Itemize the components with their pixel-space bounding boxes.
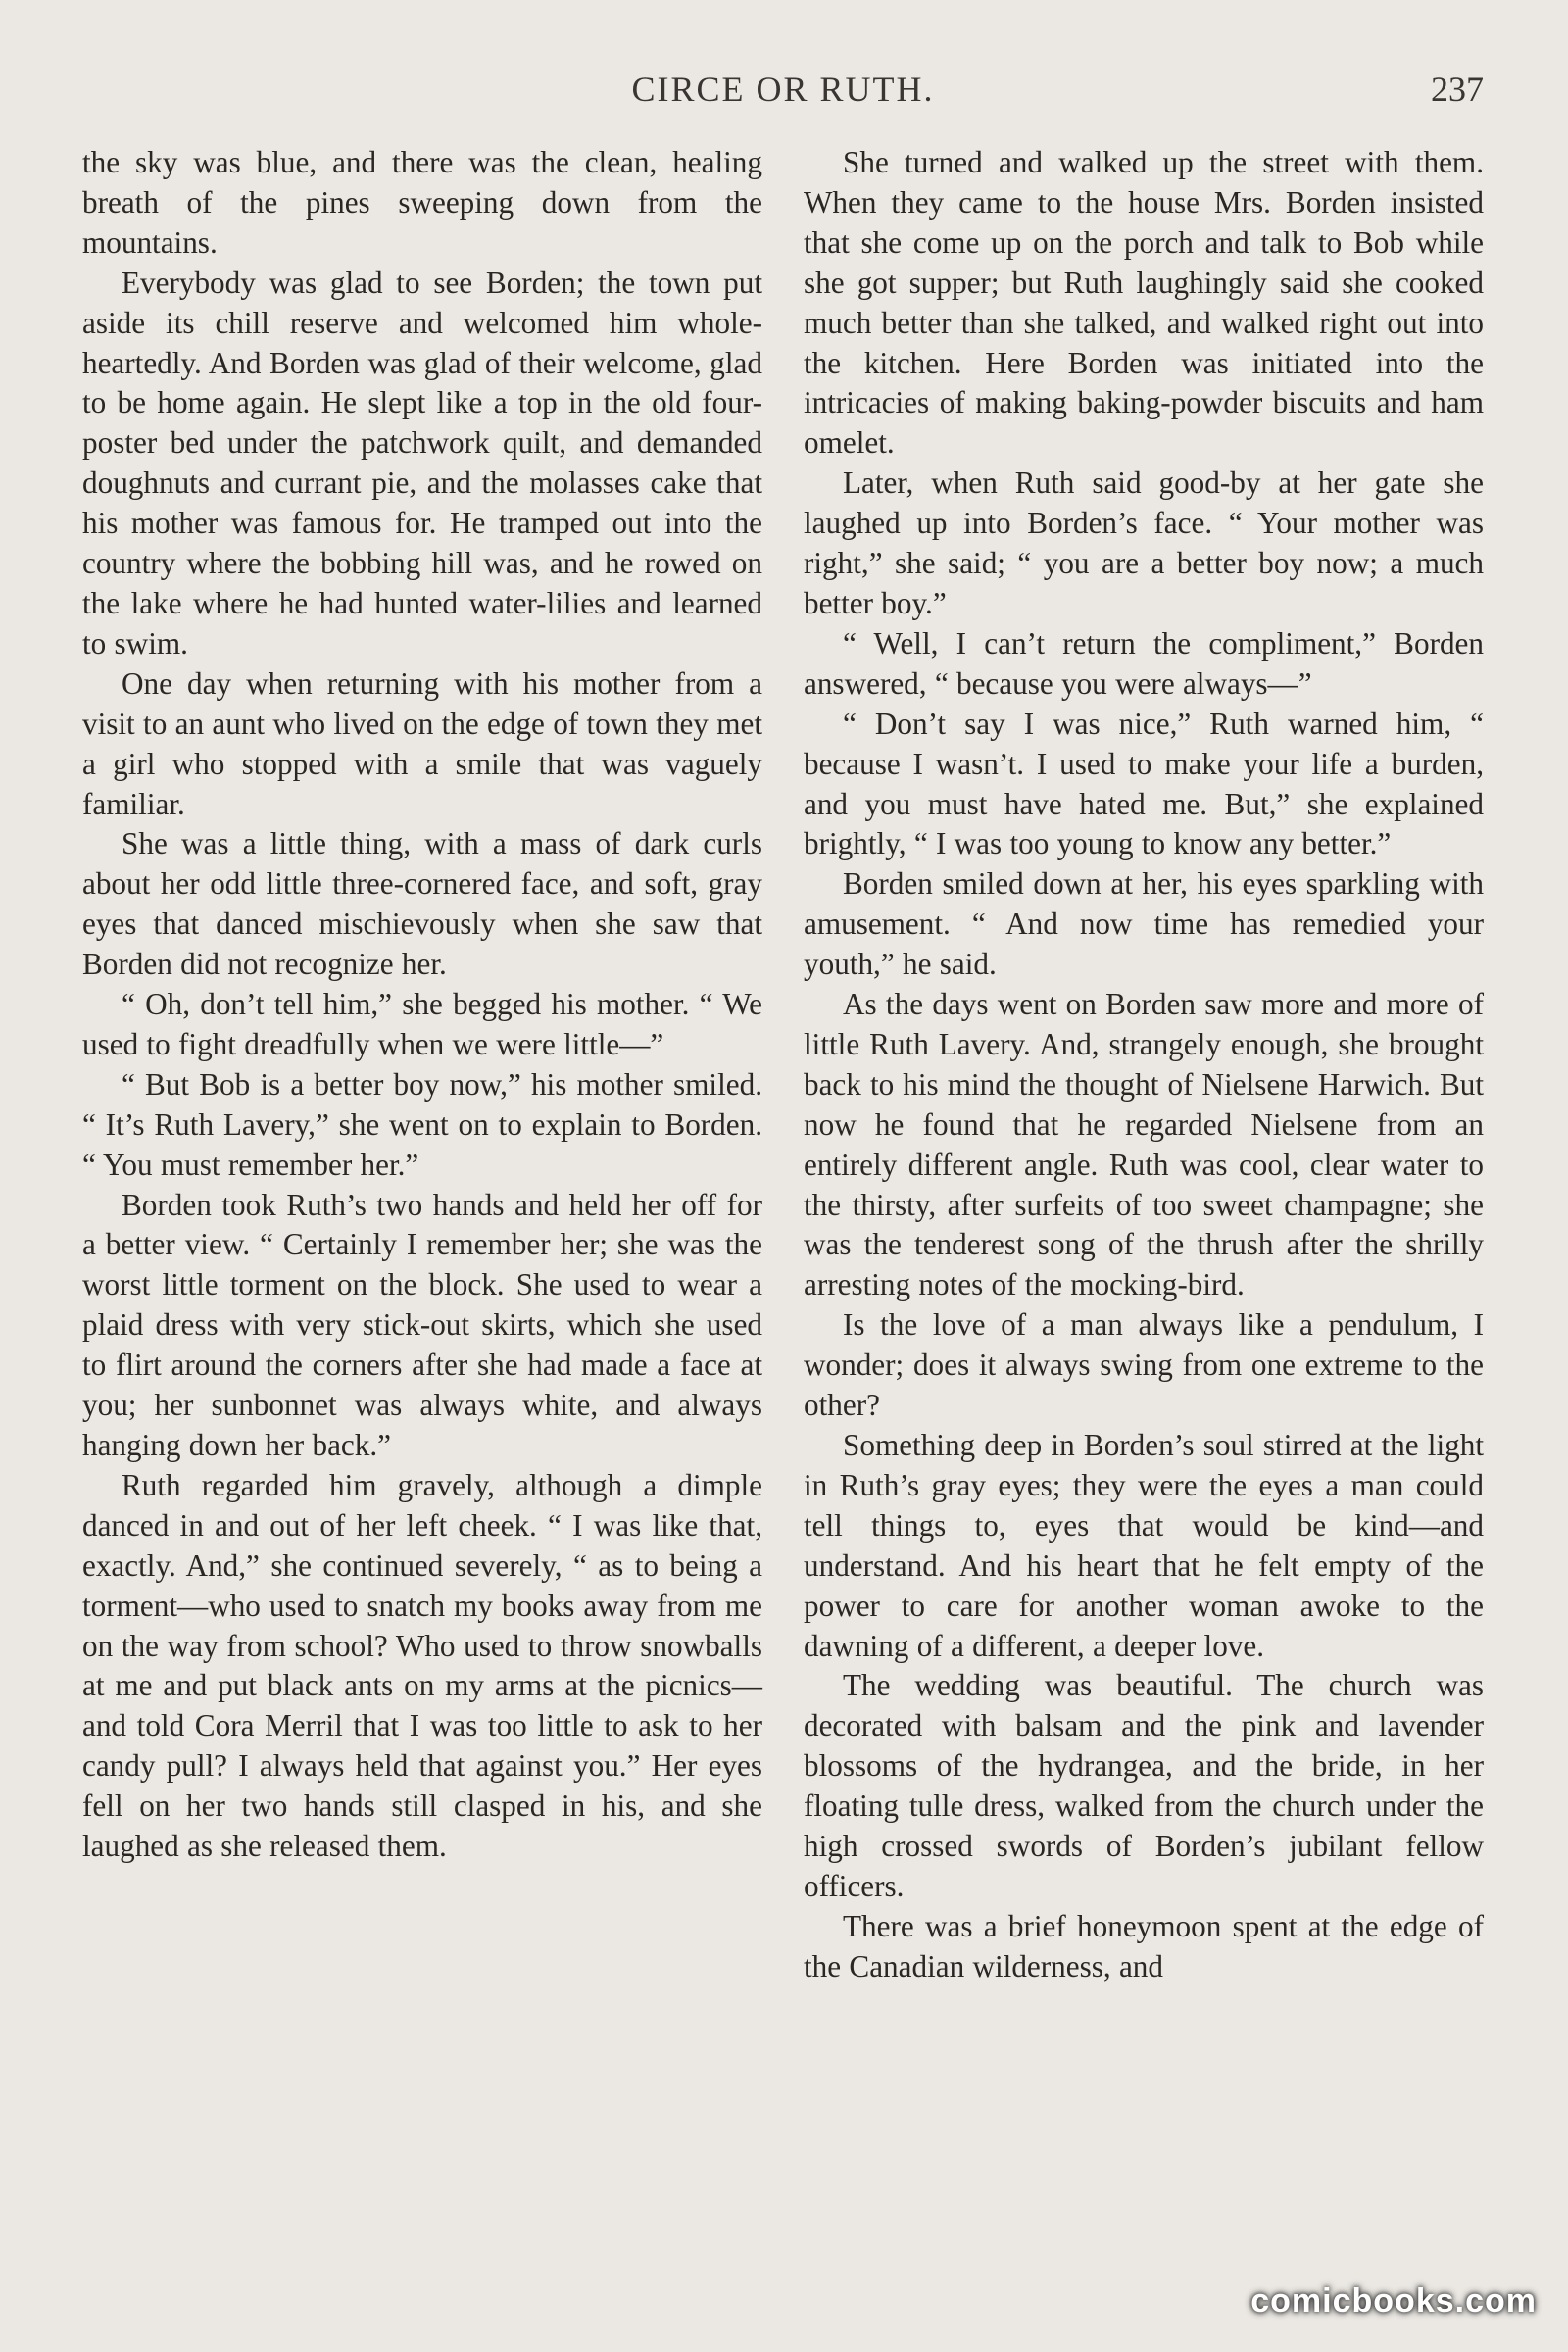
paragraph: Later, when Ruth said good-by at her gate she laughed up into Borden’s face. “ Your mother was right,” she said; “ you are a better boy now; a much better boy.” <box>804 466 1484 620</box>
paragraph: the sky was blue, and there was the clean, healing breath of the pines sweeping down from the mountains. <box>82 145 762 260</box>
paragraph: Is the love of a man always like a pendulum, I wonder; does it always swing from one extreme to the other? <box>804 1307 1484 1423</box>
paragraph: Everybody was glad to see Borden; the town put aside its chill reserve and welcomed him whole-heartedly. And Borden was glad of their welcome, glad to be home again. He slept like a top in the old four-poster bed under the patchwork quilt, and demanded doughnuts and currant pie, and the molasses cake that his mother was famous for. He tramped out into the country where the bobbing hill was, and he rowed on the lake where he had hunted water-lilies and learned to swim. <box>82 265 762 661</box>
paragraph: The wedding was beautiful. The church was decorated with balsam and the pink and lavender blossoms of the hydrangea, and the bride, in her floating tulle dress, walked from the church under the high crossed swords of Borden’s jubilant fellow officers. <box>804 1668 1484 1903</box>
page-header <box>82 69 1484 116</box>
paragraph: “ Well, I can’t return the compliment,” Borden answered, “ because you were always—” <box>804 625 1484 701</box>
paragraph: Borden took Ruth’s two hands and held her off for a better view. “ Certainly I remember her; she was the worst little torment on the block. She used to wear a plaid dress with very stick-out skirts, which she used to flirt around the corners after she had made a face at you; her sunbonnet was always white, and always hanging down her back.” <box>82 1187 762 1462</box>
paragraph: She turned and walked up the street with them. When they came to the house Mrs. Borden insisted that she come up on the porch and talk to Bob while she got supper; but Ruth laughingly said she cooked much better than she talked, and walked right out into the kitchen. Here Borden was initiated into the intricacies of making baking-powder biscuits and ham omelet. <box>804 145 1484 461</box>
paragraph: “ Oh, don’t tell him,” she begged his mother. “ We used to fight dreadfully when we were little—” <box>82 987 762 1061</box>
page-number: 237 <box>1431 70 1484 109</box>
text-columns <box>82 143 1484 1987</box>
paragraph: “ Don’t say I was nice,” Ruth warned him, “ because I wasn’t. I used to make your life a burden, and you must have hated me. But,” she explained brightly, “ I was too young to know any better.” <box>804 706 1484 861</box>
paragraph: Borden smiled down at her, his eyes sparkling with amusement. “ And now time has remedied your youth,” he said. <box>804 866 1484 982</box>
right-column <box>804 143 1484 1987</box>
paragraph: She was a little thing, with a mass of dark curls about her odd little three-cornered face, and soft, gray eyes that danced mischievously when she saw that Borden did not recognize her. <box>82 826 762 982</box>
paragraph: There was a brief honeymoon spent at the edge of the Canadian wilderness, and <box>804 1908 1484 1984</box>
paragraph: Ruth regarded him gravely, although a dimple danced in and out of her left cheek. “ I was like that, exactly. And,” she continued severely, “ as to being a torment—who used to snatch my books away from me on the way from school? Who used to throw snowballs at me and put black ants on my arms at the picnics—and told Cora Merril that I was too little to ask to her candy pull? I always held that against you.” Her eyes fell on her two hands still clasped in his, and she laughed as she released them. <box>82 1467 762 1864</box>
paragraph: One day when returning with his mother from a visit to an aunt who lived on the edge of town they met a girl who stopped with a smile that was vaguely familiar. <box>82 665 762 821</box>
paragraph: “ But Bob is a better boy now,” his mother smiled. “ It’s Ruth Lavery,” she went on to explain to Borden. “ You must remember her.” <box>82 1066 762 1182</box>
site-watermark: comicbooks.com <box>1250 2282 1537 2320</box>
running-head: CIRCE OR RUTH. <box>631 70 935 109</box>
paragraph: Something deep in Borden’s soul stirred at the light in Ruth’s gray eyes; they were the eyes a man could tell things to, eyes that would be kind—and understand. And his heart that he felt empty of the power to care for another woman awoke to the dawning of a different, a deeper love. <box>804 1428 1484 1663</box>
paragraph: As the days went on Borden saw more and more of little Ruth Lavery. And, strangely enough, she brought back to his mind the thought of Nielsene Harwich. But now he found that he regarded Nielsene from an entirely different angle. Ruth was cool, clear water to the thirsty, after surfeits of too sweet champagne; she was the tenderest song of the thrush after the shrilly arresting notes of the mocking-bird. <box>804 987 1484 1302</box>
left-column <box>82 143 762 1987</box>
